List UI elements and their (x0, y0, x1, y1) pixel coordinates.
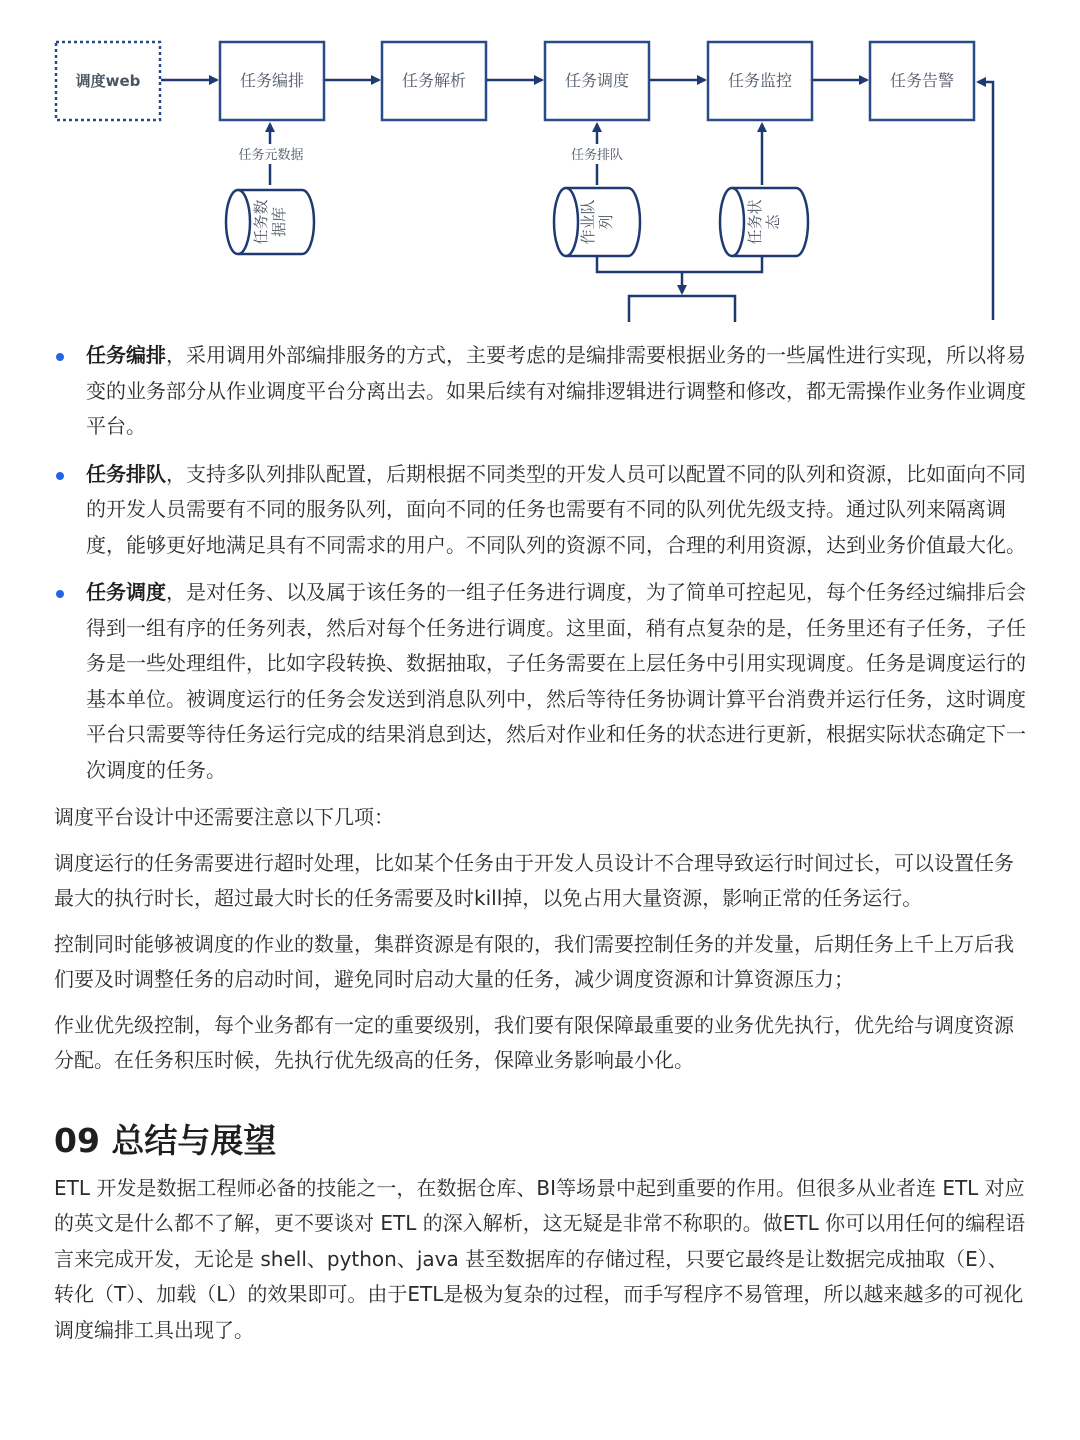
list-item (54, 338, 1026, 445)
cylinder-queue-label-1: 作业队 (579, 199, 597, 245)
cylinder-status-label-2: 态 (764, 214, 782, 230)
paragraph-concurrency: 控制同时能够被调度的作业的数量，集群资源是有限的，我们需要控制任务的并发量，后期任务上千上万后我们要及时调整任务的启动时间，避免同时启动大量的任务，减少调度资源和计算资源压力； (54, 931, 1014, 991)
node-web-label: 调度web (75, 72, 141, 90)
label-queueing: 任务排队 (570, 148, 624, 163)
bullet-term: 任务排队 (86, 461, 166, 486)
paragraph-intro: 调度平台设计中还需要注意以下几项： (54, 805, 394, 829)
article-content (54, 338, 1026, 1358)
cylinder-db-label-1: 任务数 (252, 199, 270, 245)
node-schedule-label: 任务调度 (564, 71, 630, 90)
section-heading: 09 总结与展望 (54, 1120, 277, 1160)
node-worker-box-top (629, 296, 735, 322)
section-body: ETL 开发是数据工程师必备的技能之一，在数据仓库、BI等场景中起到重要的作用。但很多从业者连 ETL 对应的英文是什么都不了解，更不要谈对 ETL 的深入解析，这无疑是非常不称职的。做ETL 你可以用任何的编程语言来完成开发，无论是 shell、python、java 甚至数据库的存储过程，只要它最终是让数据完成抽取（E）、转化（T）、加载（L）的效果即可。由于ETL是极为复杂的过程，而手写程序不易管理，所以越来越多的可视化调度编排工具出现了。 (54, 1175, 1026, 1342)
bullet-text: ，采用调用外部编排服务的方式，主要考虑的是编排需要根据业务的一些属性进行实现，所以将易变的业务部分从作业调度平台分离出去。如果后续有对编排逻辑进行调整和修改，都无需操作业务作业调度平台。 (86, 343, 1026, 438)
cylinder-db-label-2: 据库 (270, 206, 288, 238)
node-parse-label: 任务解析 (401, 71, 467, 90)
architecture-diagram (0, 0, 1080, 330)
bullet-text: ，是对任务、以及属于该任务的一组子任务进行调度，为了简单可控起见，每个任务经过编排后会得到一组有序的任务列表，然后对每个任务进行调度。这里面，稍有点复杂的是，任务里还有子任务，子任务是一些处理组件，比如字段转换、数据抽取，子任务需要在上层任务中引用实现调度。任务是调度运行的基本单位。被调度运行的任务会发送到消息队列中，然后等待任务协调计算平台消费并运行任务，这时调度平台只需要等待任务运行完成的结果消息到达，然后对作业和任务的状态进行更新，根据实际状态确定下一次调度的任务。 (86, 580, 1026, 782)
bullet-term: 任务编排 (86, 343, 166, 367)
bullet-dot-icon (56, 472, 64, 480)
bullet-text: ，支持多队列排队配置，后期根据不同类型的开发人员可以配置不同的队列和资源，比如面向不同的开发人员需要有不同的服务队列，面向不同的任务也需要有不同的队列优先级支持。通过队列来隔离调度，能够更好地满足具有不同需求的用户。不同队列的资源不同，合理的利用资源，达到业务价值最大化。 (86, 461, 1026, 557)
bullet-dot-icon (56, 590, 64, 598)
bullet-list (54, 338, 1026, 788)
node-orchestrate-label: 任务编排 (239, 71, 305, 90)
arrow-return-alert (978, 82, 993, 320)
list-item (54, 575, 1026, 788)
architecture-diagram-svg (0, 0, 1080, 330)
bullet-term: 任务调度 (86, 580, 166, 604)
connector-queue-status (597, 256, 762, 272)
paragraph-timeout: 调度运行的任务需要进行超时处理，比如某个任务由于开发人员设计不合理导致运行时间过长，可以设置任务最大的执行时长，超过最大时长的任务需要及时kill掉，以免占用大量资源，影响正常的任务运行。 (54, 850, 1014, 910)
list-item (54, 457, 1026, 564)
node-alert-label: 任务告警 (889, 71, 955, 90)
label-metadata: 任务元数据 (238, 148, 304, 163)
node-monitor-label: 任务监控 (727, 71, 793, 90)
bullet-dot-icon (56, 353, 64, 361)
cylinder-queue-label-2: 列 (597, 214, 615, 230)
paragraph-priority: 作业优先级控制，每个业务都有一定的重要级别，我们要有限保障最重要的业务优先执行，优先给与调度资源分配。在任务积压时候，先执行优先级高的任务，保障业务影响最小化。 (54, 1012, 1014, 1072)
cylinder-status-label-1: 任务状 (746, 199, 764, 245)
